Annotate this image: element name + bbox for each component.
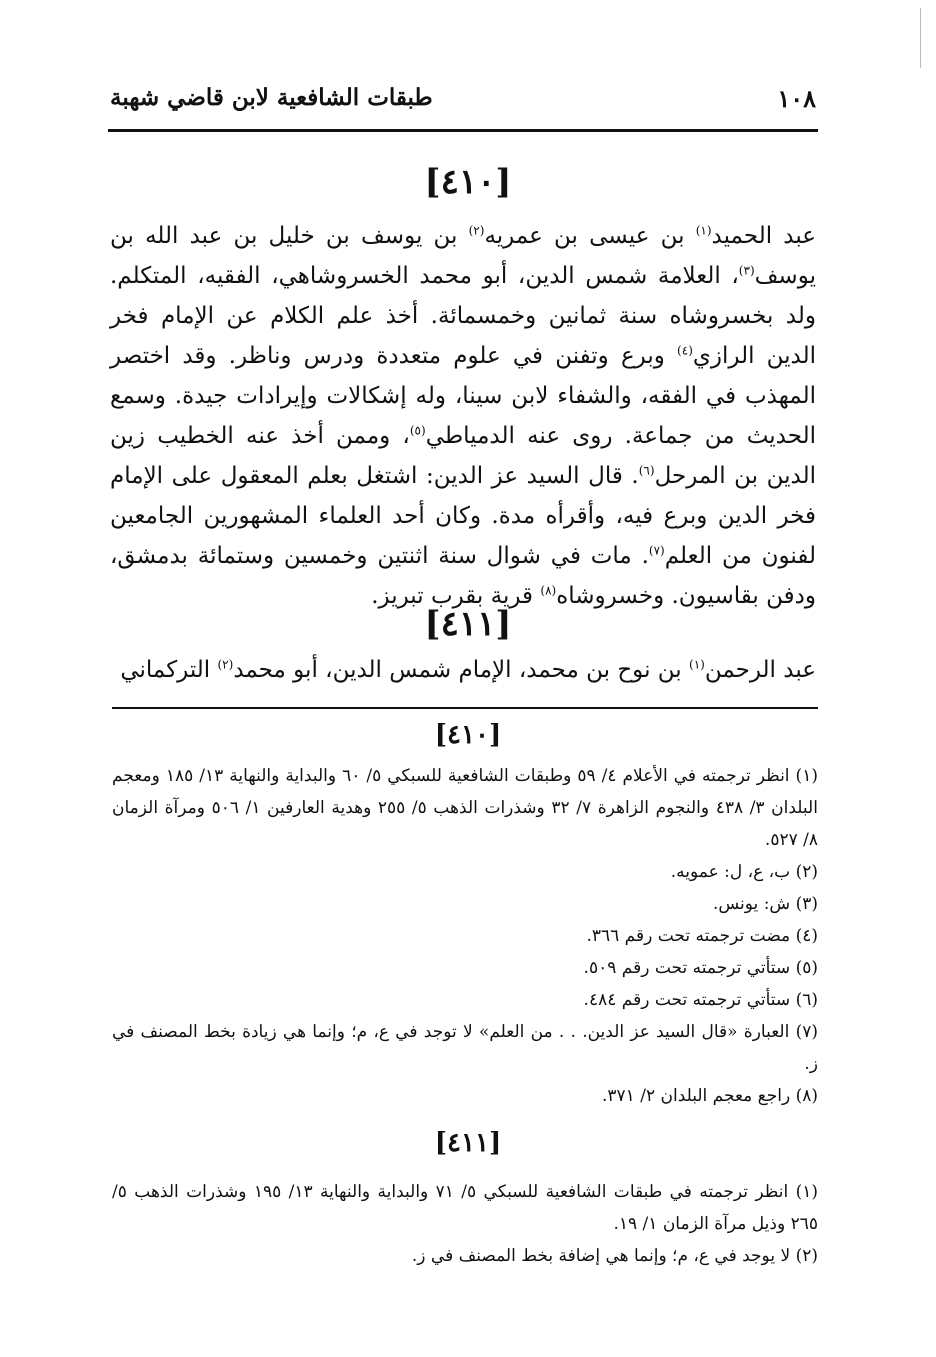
footnote-item [112, 760, 818, 856]
footnote-mark: (٢) [795, 1246, 818, 1266]
footnote-text: انظر ترجمته في طبقات الشافعية للسبكي ٥/ ٧١ والبداية والنهاية ١٣/ ١٩٥ وشذرات الذهب ٥/ ٢٦٥ وذيل مرآة الزمان ١/ ١٩. [112, 1182, 818, 1234]
footnote-mark: (٧) [795, 1022, 818, 1042]
entry-text-run: التركماني [120, 657, 218, 683]
page-number: ١٠٨ [777, 84, 816, 113]
entry-text-run: بن يوسف بن خليل بن عبد الله بن يوسف [110, 223, 816, 289]
entry-text-run: ، وممن أخذ عنه الخطيب زين الدين بن المرحل [110, 423, 817, 489]
entry-text-run: . مات في شوال سنة اثنتين وخمسين وستمائة بدمشق، ودفن بقاسيون. وخسروشاه [110, 543, 816, 609]
footnote-ref: (٤) [677, 343, 693, 358]
entry-411-text [110, 650, 816, 690]
footnotes-410 [112, 760, 818, 1112]
footnote-text: انظر ترجمته في الأعلام ٤/ ٥٩ وطبقات الشافعية للسبكي ٥/ ٦٠ والبداية والنهاية ١٣/ ١٨٥ ومعجم البلدان ٣/ ٤٣٨ والنجوم الزاهرة ٧/ ٣٢ وشذرات الذهب ٥/ ٢٥٥ وهدية العارفين ١/ ٥٠٦ ومرآة الزمان ٨/ ٥٢٧. [112, 766, 818, 850]
footnote-ref: (٥) [409, 423, 426, 438]
footnote-text: ستأتي ترجمته تحت رقم ٥٠٩. [583, 958, 796, 978]
entry-text-run: قرية بقرب تبريز. [371, 583, 541, 609]
footnote-text: ش: يونس. [712, 894, 796, 914]
footnote-mark: (١) [795, 1182, 818, 1202]
footnote-mark: (٨) [795, 1086, 818, 1106]
footnote-ref: (١) [689, 657, 705, 672]
running-title: طبقات الشافعية لابن قاضي شهبة [110, 84, 433, 111]
scan-edge-mark [920, 8, 921, 68]
footnote-item [112, 888, 818, 920]
footnote-ref: (٧) [648, 543, 665, 558]
entry-text-run: بن عيسى بن عمريه [484, 223, 696, 249]
footnote-mark: (٥) [795, 958, 818, 978]
entry-text-run: ، العلامة شمس الدين، أبو محمد الخسروشاهي، الفقيه، المتكلم. ولد بخسروشاه سنة ثمانين وخمسمائة. أخذ علم الكلام عن الإمام فخر الدين الرازي [110, 263, 817, 369]
footnote-text: العبارة «قال السيد عز الدين. . . من العلم» لا توجد في ع، م؛ وإنما هي زيادة بخط المصنف في ز. [112, 1022, 818, 1074]
footnote-item [112, 856, 818, 888]
footnote-ref: (٢) [217, 657, 234, 672]
footnote-mark: (١) [795, 766, 818, 786]
entry-number-410: [٤١٠] [424, 162, 512, 202]
footnote-mark: (٤) [795, 926, 818, 946]
footnote-ref: (١) [695, 223, 712, 238]
entry-text-run: وبرع وتفنن في علوم متعددة ودرس وناظر. وقد اختصر المهذب في الفقه، والشفاء لابن سينا، وله إشكالات وإيرادات جيدة. وسمع الحديث من جماعة. روى عنه الدمياطي [110, 343, 816, 449]
footnote-mark: (٣) [795, 894, 818, 914]
entry-number-411: [٤١١] [424, 604, 512, 644]
entry-text-run: بن نوح بن محمد، الإمام شمس الدين، أبو محمد [233, 657, 689, 683]
footnote-text: لا يوجد في ع، م؛ وإنما هي إضافة بخط المصنف في ز. [411, 1246, 796, 1266]
footnote-item [112, 984, 818, 1016]
entry-text-run: عبد الحميد [711, 223, 817, 249]
footnote-mark: (٦) [795, 990, 818, 1010]
footnote-item [112, 1176, 818, 1240]
footnote-separator [112, 707, 818, 709]
footnotes-411 [112, 1176, 818, 1272]
footnote-ref: (٣) [738, 263, 755, 278]
footnotes-heading-410: [٤١٠] [434, 720, 502, 750]
footnote-mark: (٢) [795, 862, 818, 882]
footnote-text: ب، ع، ل: عمويه. [670, 862, 796, 882]
footnotes-heading-411: [٤١١] [434, 1128, 502, 1158]
footnote-text: راجع معجم البلدان ٢/ ٣٧١. [601, 1086, 796, 1106]
footnote-item [112, 920, 818, 952]
running-header [108, 80, 818, 120]
footnote-ref: (٢) [468, 223, 485, 238]
footnote-text: ستأتي ترجمته تحت رقم ٤٨٤. [583, 990, 796, 1010]
entry-text-run: عبد الرحمن [704, 657, 816, 683]
header-rule [108, 129, 818, 132]
footnote-item [112, 952, 818, 984]
footnote-ref: (٦) [638, 463, 655, 478]
footnote-text: مضت ترجمته تحت رقم ٣٦٦. [586, 926, 796, 946]
footnote-item [112, 1016, 818, 1080]
footnote-ref: (٨) [540, 583, 557, 598]
footnote-item [112, 1240, 818, 1272]
entry-text-run: . قال السيد عز الدين: اشتغل بعلم المعقول على الإمام فخر الدين وبرع فيه، وأقرأه مدة. وكان أحد العلماء المشهورين الجامعين لفنون من العلم [110, 463, 816, 569]
footnote-item [112, 1080, 818, 1112]
entry-410-text [110, 216, 816, 616]
